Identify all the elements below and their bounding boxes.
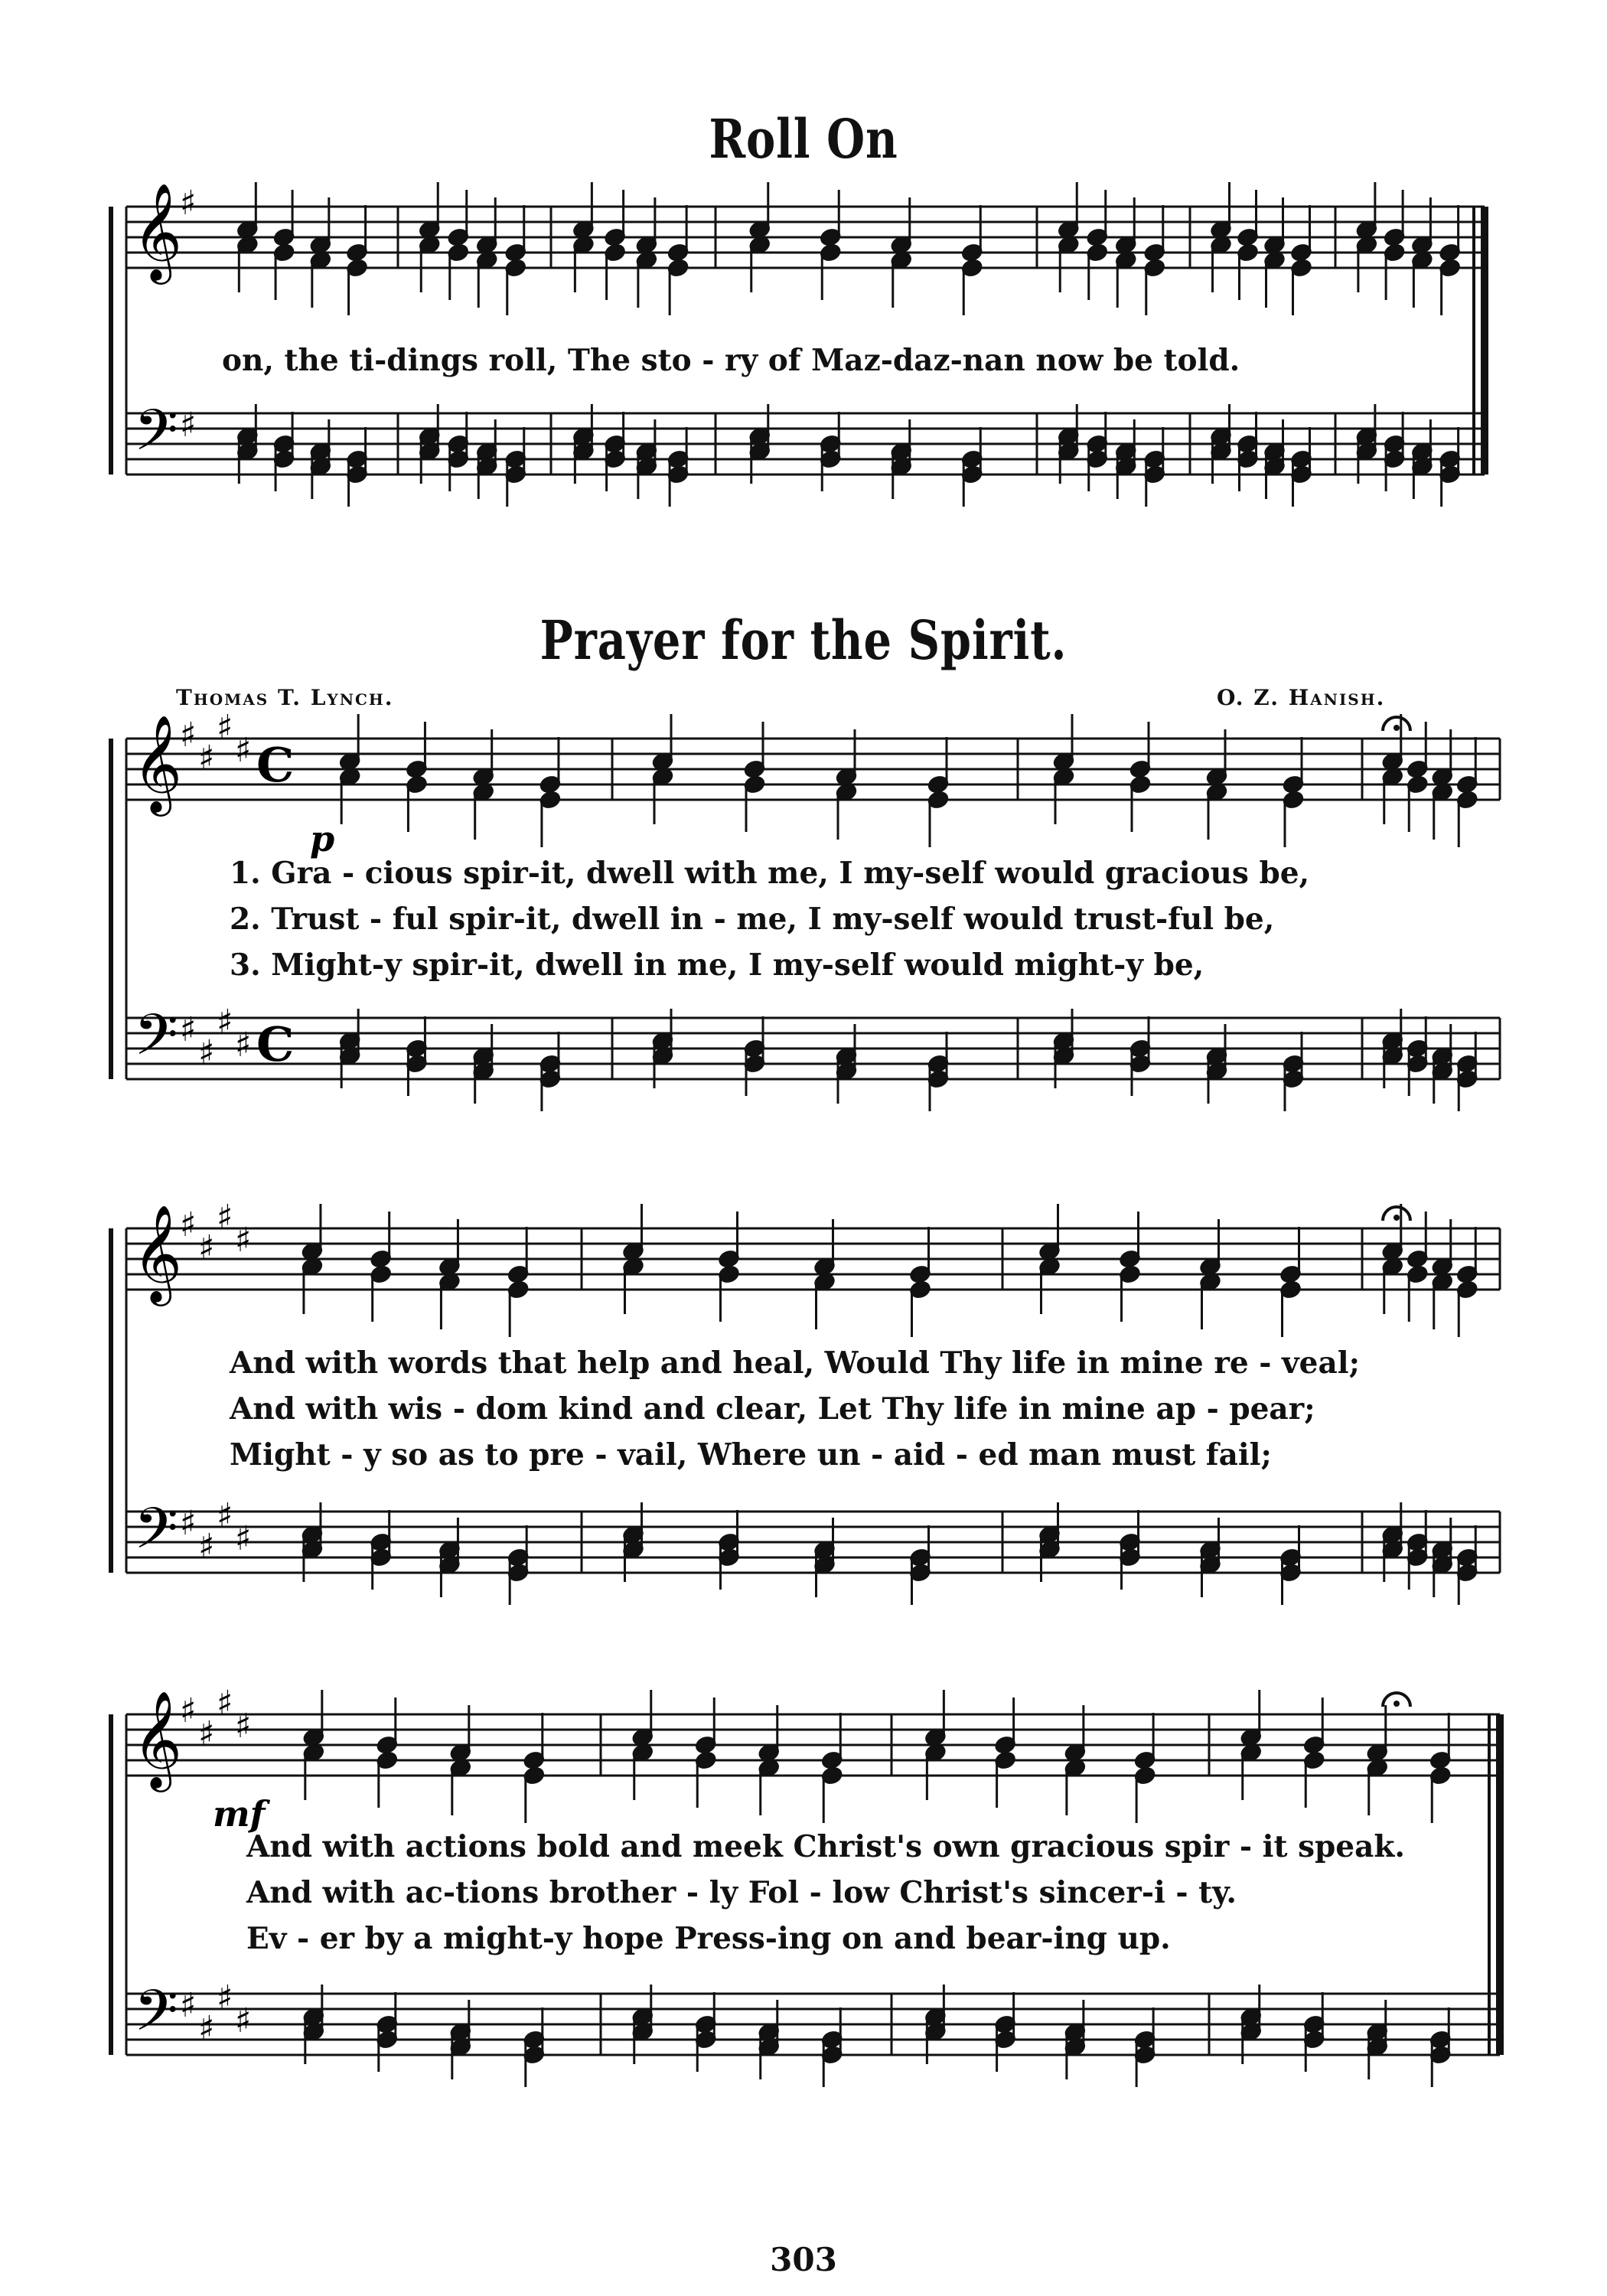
lyric-verse-1: And with words that help and heal, Would Thy life in mine re - veal; [230, 1345, 1360, 1381]
common-time-sign: C [256, 1016, 295, 1072]
bass-clef: 𝄢 [134, 1495, 178, 1576]
page-number: 303 [770, 2241, 837, 2278]
lyric-verse-3: Might - y so as to pre - vail, Where un - aid - ed man must fail; [230, 1437, 1272, 1473]
sharp-sign: ♯ [217, 1198, 233, 1237]
dynamic-mezzo-forte: mf [213, 1793, 266, 1835]
sharp-sign: ♯ [198, 739, 215, 778]
composer-credit: O. Z. Hanish. [1217, 685, 1386, 710]
dynamic-piano: p [310, 818, 335, 859]
sharp-sign: ♯ [235, 1026, 252, 1065]
sharp-sign: ♯ [180, 1504, 197, 1543]
sharp-sign: ♯ [235, 1221, 252, 1260]
lyric-verse-1: And with actions bold and meek Christ's own gracious spir - it speak. [246, 1829, 1405, 1864]
lyric-verse-3: 3. Might-y spir-it, dwell in me, I my-self would might-y be, [230, 947, 1204, 983]
sharp-sign: ♯ [235, 1707, 252, 1746]
lyric-verse-2: 2. Trust - ful spir-it, dwell in - me, I my-self would trust-ful be, [230, 902, 1275, 937]
sharp-sign: ♯ [217, 1978, 233, 2017]
sharp-sign: ♯ [217, 1684, 233, 1723]
treble-clef: 𝄞 [132, 714, 183, 812]
sharp-sign: ♯ [217, 708, 233, 747]
sharp-sign: ♯ [198, 1527, 215, 1566]
sharp-sign: ♯ [198, 1228, 215, 1267]
sharp-sign: ♯ [198, 2009, 215, 2048]
sharp-sign: ♯ [198, 1714, 215, 1753]
common-time-sign: C [256, 737, 295, 793]
fermata-dot [1393, 725, 1400, 731]
sharp-sign: ♯ [180, 1010, 197, 1049]
sharp-sign: ♯ [235, 1519, 252, 1558]
bass-clef: 𝄢 [134, 397, 178, 478]
sharp-sign: ♯ [235, 731, 252, 770]
sharp-sign: ♯ [180, 1691, 197, 1730]
sharp-sign: ♯ [180, 1205, 197, 1244]
sharp-sign: ♯ [198, 1033, 215, 1072]
treble-clef: 𝄞 [132, 182, 183, 280]
treble-clef: 𝄞 [132, 1690, 183, 1788]
fermata-dot [1393, 1215, 1400, 1221]
hymn-title-prayer-for-the-spirit: Prayer for the Spirit. [539, 608, 1068, 672]
sharp-sign: ♯ [180, 1986, 197, 2025]
lyric-verse-3: Ev - er by a might-y hope Press-ing on and bear-ing up. [246, 1921, 1171, 1956]
bass-clef: 𝄢 [134, 1978, 178, 2058]
sharp-sign: ♯ [235, 2001, 252, 2040]
sharp-sign: ♯ [180, 716, 197, 755]
lyric-verse-1: 1. Gra - cious spir-it, dwell with me, I my-self would gracious be, [230, 856, 1310, 891]
hymn-title-roll-on: Roll On [709, 107, 898, 171]
sharp-sign: ♯ [180, 184, 197, 223]
author-credit: Thomas T. Lynch. [176, 685, 394, 710]
lyric-verse-2: And with ac-tions brother - ly Fol - low Christ's sincer-i - ty. [246, 1875, 1237, 1910]
sharp-sign: ♯ [217, 1003, 233, 1042]
lyric-verse-2: And with wis - dom kind and clear, Let Thy life in mine ap - pear; [230, 1391, 1315, 1427]
treble-clef: 𝄞 [132, 1204, 183, 1302]
sharp-sign: ♯ [180, 406, 197, 445]
fermata-dot [1393, 1701, 1400, 1707]
sharp-sign: ♯ [217, 1496, 233, 1535]
bass-clef: 𝄢 [134, 1002, 178, 1082]
lyric-line: on, the ti-dings roll, The sto - ry of Maz-daz-nan now be told. [222, 343, 1240, 378]
